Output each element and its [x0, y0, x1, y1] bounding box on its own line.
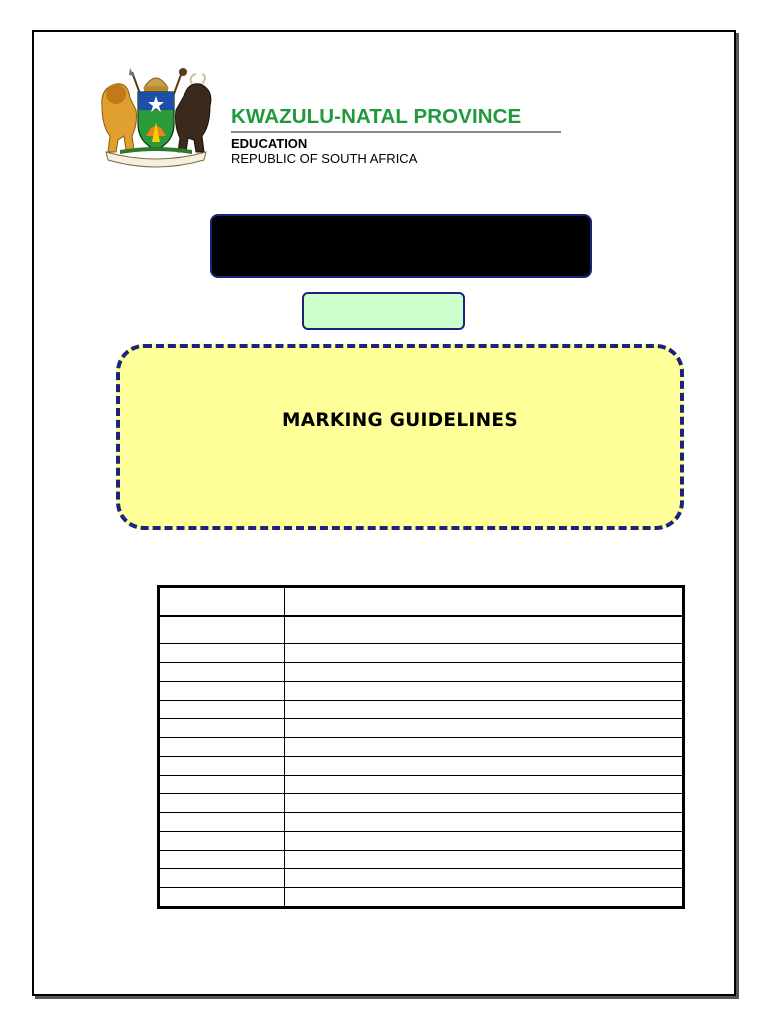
grade-box: [302, 292, 465, 330]
kzn-coat-of-arms-icon: [96, 66, 216, 170]
subject-title-box: [210, 214, 592, 278]
table-row: [160, 700, 683, 719]
table-header-row: [160, 588, 683, 616]
document-title-box: [116, 344, 684, 530]
info-table: [157, 585, 685, 909]
table-row: [160, 794, 683, 813]
table-row: [160, 869, 683, 888]
table-row: [160, 663, 683, 682]
table-row: [160, 681, 683, 700]
table-row: [160, 831, 683, 850]
header-divider: [231, 131, 561, 133]
table-row: [160, 616, 683, 644]
table-row: [160, 756, 683, 775]
document-title: MARKING GUIDELINES: [282, 410, 518, 431]
table-row: [160, 719, 683, 738]
country-name: REPUBLIC OF SOUTH AFRICA: [231, 150, 418, 166]
province-name: KWAZULU-NATAL PROVINCE: [231, 105, 522, 128]
table-row: [160, 644, 683, 663]
table-row: [160, 813, 683, 832]
table-row: [160, 738, 683, 757]
department-name: EDUCATION: [231, 135, 308, 151]
table-row: [160, 775, 683, 794]
department-header: [231, 105, 564, 166]
table-row: [160, 888, 683, 907]
table-row: [160, 850, 683, 869]
